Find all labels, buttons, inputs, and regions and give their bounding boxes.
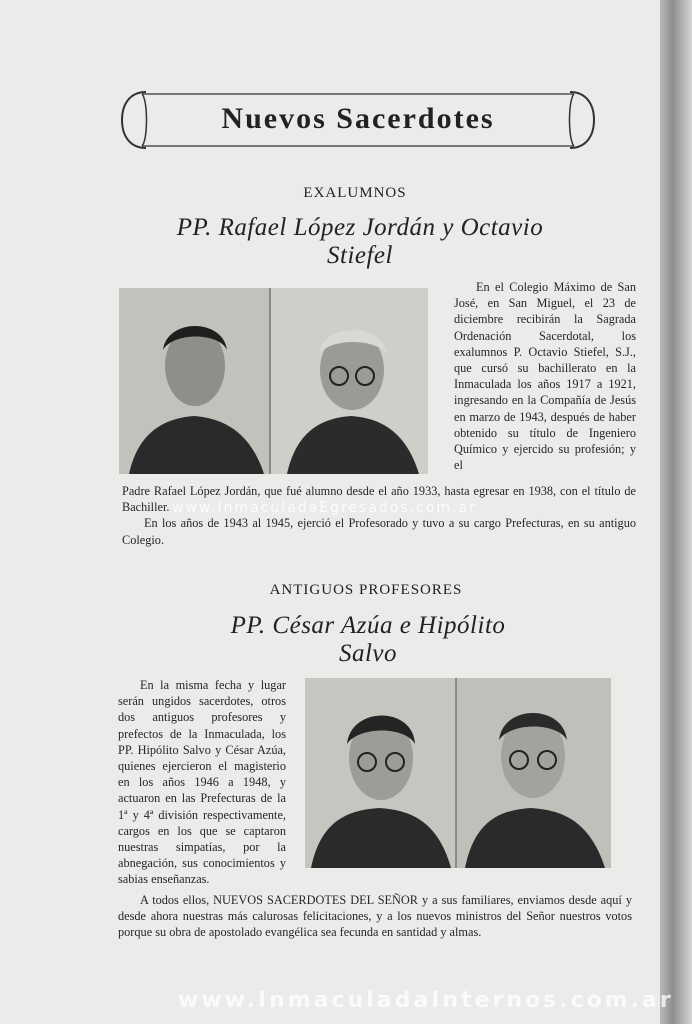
portrait-photo-profesores (305, 678, 611, 868)
paragraph-profesores-2: A todos ellos, NUEVOS SACERDOTES DEL SEÑOR y a sus familiares, enviamos desde aquí y desde ahora nuestras más calurosas felicitaciones, y a los nuevos ministros del Señor nuestros votos porque su obra de apostolado evangélica sea fecunda en santidad y almas. (118, 893, 632, 940)
portrait-photo-exalumnos (119, 288, 428, 474)
section-label-exalumnos: EXALUMNOS (303, 185, 407, 201)
title-cartouche (118, 84, 598, 156)
text-profesores-full (118, 892, 632, 941)
text-exalumnos-column (454, 279, 636, 473)
paragraph-exalumnos-1: En el Colegio Máximo de San José, en San Miguel, el 23 de diciembre recibirán la Sagrada Ordenación Sacerdotal, los exalumnos P. Octavio Stiefel, S.J., que cursó su bachillerato en la Inmaculada los años 1917 a 1921, ingresando en la Compañía de Jesús en marzo de 1943, después de haber obtenido su título de Ingeniero Químico y ejercido su profesión; y el (454, 280, 636, 473)
section-label-antiguos-profesores: ANTIGUOS PROFESORES (269, 582, 463, 598)
section-names-profesores: PP. César Azúa e Hipólito Salvo (230, 612, 506, 667)
text-profesores-column (118, 677, 286, 888)
page-title: Nuevos Sacerdotes (221, 102, 495, 135)
page-edge-shadow (660, 0, 692, 1024)
paragraph-profesores-1: En la misma fecha y lugar serán ungidos sacerdotes, otros dos antiguos profesores y prefectos de la Inmaculada, los PP. Hipólito Salvo y César Azúa, quienes ejercieron el magisterio en los años 1946 a 1948, y actuaron en las Prefecturas de la 1ª y 4ª división respectivamente, cargos en los que se captaron nuestras simpatías, por la abnegación, sus conocimientos y sabias enseñanzas. (118, 678, 286, 887)
watermark-footer: www.InmaculadaInternos.com.ar (178, 988, 674, 1013)
section-names-exalumnos: PP. Rafael López Jordán y Octavio Stiefel (176, 214, 544, 269)
watermark-inline: www.InmaculadaEgresados.com.ar (172, 500, 477, 516)
paragraph-exalumnos-2: En los años de 1943 al 1945, ejerció el Profesorado y tuvo a su cargo Prefecturas, en su antiguo Colegio. (122, 516, 636, 547)
paragraph-exalumnos-1-continued: Padre Rafael López Jordán, que fué alumno desde el año 1933, hasta egresar en 1938, con el título de Bachiller. (122, 484, 636, 515)
